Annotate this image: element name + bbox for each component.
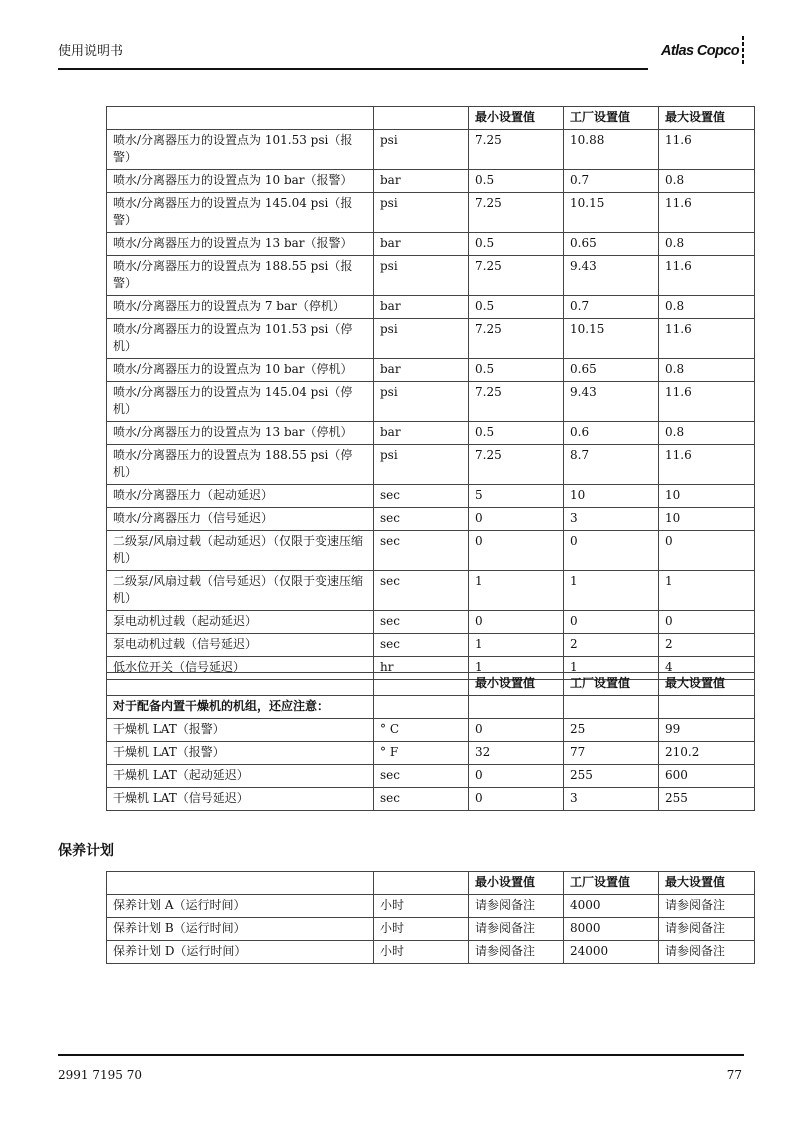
- table-cell: 0: [469, 531, 564, 571]
- table-cell: 干燥机 LAT（报警）: [107, 742, 374, 765]
- atlas-copco-logo: [658, 36, 742, 66]
- settings-table-pressure: [106, 106, 755, 680]
- table-cell: [107, 107, 374, 130]
- table-cell: 10.88: [564, 130, 659, 170]
- table-cell: psi: [374, 256, 469, 296]
- table-cell: sec: [374, 571, 469, 611]
- table-row: [107, 193, 755, 233]
- table-cell: 喷水/分离器压力的设置点为 101.53 psi（停机）: [107, 319, 374, 359]
- table-cell: sec: [374, 634, 469, 657]
- settings-table-service-plan: [106, 871, 755, 964]
- logo-text: Atlas Copco: [661, 43, 739, 59]
- table-cell: 1: [564, 571, 659, 611]
- table-cell: 5: [469, 485, 564, 508]
- table-cell: 3: [564, 508, 659, 531]
- table-cell: 7.25: [469, 130, 564, 170]
- table-cell: 最小设置值: [469, 673, 564, 696]
- table-cell: 0.6: [564, 422, 659, 445]
- table-cell: 11.6: [659, 193, 755, 233]
- table-cell: 255: [659, 788, 755, 811]
- table-row: [107, 918, 755, 941]
- table-cell: 1: [469, 634, 564, 657]
- table-cell: 7.25: [469, 382, 564, 422]
- table-row: [107, 296, 755, 319]
- table-cell: 喷水/分离器压力的设置点为 13 bar（报警）: [107, 233, 374, 256]
- table-cell: ° C: [374, 719, 469, 742]
- document-header-title: 使用说明书: [58, 44, 124, 59]
- table-cell: 最大设置值: [659, 107, 755, 130]
- table-cell: 0: [469, 611, 564, 634]
- table-cell: 7.25: [469, 256, 564, 296]
- table-cell: 0: [564, 531, 659, 571]
- table-cell: psi: [374, 193, 469, 233]
- table-cell: 4000: [564, 895, 659, 918]
- table-cell: sec: [374, 765, 469, 788]
- table-cell: 喷水/分离器压力（信号延迟）: [107, 508, 374, 531]
- table-cell: 11.6: [659, 256, 755, 296]
- table-cell: 工厂设置值: [564, 107, 659, 130]
- table-row: [107, 941, 755, 964]
- table-row: [107, 719, 755, 742]
- table-cell: 最大设置值: [659, 673, 755, 696]
- table-row: [107, 895, 755, 918]
- table-cell: 11.6: [659, 319, 755, 359]
- table-cell: 0: [564, 611, 659, 634]
- table-row: [107, 571, 755, 611]
- table-cell: 1: [659, 571, 755, 611]
- table-row: [107, 256, 755, 296]
- table-row: [107, 233, 755, 256]
- table-cell: 最大设置值: [659, 872, 755, 895]
- table-cell: 干燥机 LAT（信号延迟）: [107, 788, 374, 811]
- table-cell: 0.8: [659, 422, 755, 445]
- section-title-service-plan: 保养计划: [58, 843, 114, 859]
- table-cell: 请参阅备注: [659, 941, 755, 964]
- table-cell: 工厂设置值: [564, 673, 659, 696]
- table-cell: 保养计划 A（运行时间）: [107, 895, 374, 918]
- table-cell: 600: [659, 765, 755, 788]
- table-cell: 0.7: [564, 296, 659, 319]
- table-cell: 喷水/分离器压力的设置点为 101.53 psi（报警）: [107, 130, 374, 170]
- table-cell: 泵电动机过载（起动延迟）: [107, 611, 374, 634]
- table-cell: psi: [374, 319, 469, 359]
- table-cell: 保养计划 D（运行时间）: [107, 941, 374, 964]
- table-cell: 喷水/分离器压力的设置点为 7 bar（停机）: [107, 296, 374, 319]
- table-cell: 10: [659, 485, 755, 508]
- table-cell: 保养计划 B（运行时间）: [107, 918, 374, 941]
- table-row: [107, 130, 755, 170]
- table-cell: 0: [469, 788, 564, 811]
- table-cell: psi: [374, 445, 469, 485]
- table-cell: 7.25: [469, 193, 564, 233]
- table-cell-empty: [469, 696, 564, 719]
- table-cell: 干燥机 LAT（起动延迟）: [107, 765, 374, 788]
- table-cell: 小时: [374, 941, 469, 964]
- table-cell: 二级泵/风扇过载（起动延迟）（仅限于变速压缩机）: [107, 531, 374, 571]
- table-cell: ° F: [374, 742, 469, 765]
- table-cell: 11.6: [659, 130, 755, 170]
- table-cell: 0: [659, 611, 755, 634]
- table-cell: 喷水/分离器压力的设置点为 145.04 psi（停机）: [107, 382, 374, 422]
- dryer-note: 对于配备内置干燥机的机组，还应注意：: [107, 696, 374, 719]
- table-cell: 2: [659, 634, 755, 657]
- table-cell: 小时: [374, 918, 469, 941]
- table-cell: bar: [374, 233, 469, 256]
- table-cell: 0.65: [564, 359, 659, 382]
- document-number: 2991 7195 70: [58, 1068, 142, 1082]
- table-cell: psi: [374, 382, 469, 422]
- table-cell: 4: [659, 657, 755, 680]
- page-number: 77: [726, 1068, 742, 1082]
- table-cell: 0.8: [659, 233, 755, 256]
- table-cell: 请参阅备注: [469, 918, 564, 941]
- table-cell: sec: [374, 485, 469, 508]
- table-cell: 喷水/分离器压力的设置点为 188.55 psi（报警）: [107, 256, 374, 296]
- table-cell: [107, 872, 374, 895]
- table-cell: 7.25: [469, 319, 564, 359]
- logo-bar-icon: [742, 36, 744, 68]
- table-cell: 请参阅备注: [659, 895, 755, 918]
- table-cell: 工厂设置值: [564, 872, 659, 895]
- table-cell: 7.25: [469, 445, 564, 485]
- table-cell: bar: [374, 422, 469, 445]
- table-cell: sec: [374, 788, 469, 811]
- table-row: [107, 445, 755, 485]
- table-cell: 请参阅备注: [659, 918, 755, 941]
- table-cell: 请参阅备注: [469, 941, 564, 964]
- table-cell: 喷水/分离器压力的设置点为 10 bar（停机）: [107, 359, 374, 382]
- table-cell: 0: [659, 531, 755, 571]
- table-cell: psi: [374, 130, 469, 170]
- table-cell: [374, 107, 469, 130]
- table-cell: 喷水/分离器压力的设置点为 188.55 psi（停机）: [107, 445, 374, 485]
- table-cell: 0.5: [469, 233, 564, 256]
- table-cell-empty: [374, 696, 469, 719]
- footer-rule: [58, 1054, 744, 1056]
- table-cell: 最小设置值: [469, 107, 564, 130]
- table-cell: 10: [564, 485, 659, 508]
- table-cell: bar: [374, 296, 469, 319]
- table-cell: 小时: [374, 895, 469, 918]
- table-cell: 请参阅备注: [469, 895, 564, 918]
- table-cell: 0: [469, 508, 564, 531]
- table-cell: 8.7: [564, 445, 659, 485]
- table-cell: 泵电动机过载（信号延迟）: [107, 634, 374, 657]
- table-cell: 0: [469, 719, 564, 742]
- table-cell: 0.5: [469, 422, 564, 445]
- table-cell: 0.8: [659, 359, 755, 382]
- table-row: [107, 508, 755, 531]
- table-cell: [107, 673, 374, 696]
- table-row: [107, 531, 755, 571]
- table-cell: 24000: [564, 941, 659, 964]
- table-row: [107, 788, 755, 811]
- table-row: [107, 611, 755, 634]
- table-row: [107, 382, 755, 422]
- table-header-row: [107, 872, 755, 895]
- table-cell: sec: [374, 508, 469, 531]
- table-cell: 喷水/分离器压力（起动延迟）: [107, 485, 374, 508]
- table-cell: 干燥机 LAT（报警）: [107, 719, 374, 742]
- table-cell: sec: [374, 611, 469, 634]
- table-cell: 0.8: [659, 170, 755, 193]
- table-row: [107, 742, 755, 765]
- table-row: [107, 634, 755, 657]
- table-cell: 32: [469, 742, 564, 765]
- table-cell: [374, 673, 469, 696]
- table-cell: 25: [564, 719, 659, 742]
- table-cell: bar: [374, 170, 469, 193]
- table-cell: 11.6: [659, 445, 755, 485]
- table-cell: 0.5: [469, 359, 564, 382]
- table-cell: 0.8: [659, 296, 755, 319]
- table-row: [107, 422, 755, 445]
- header-rule: [58, 68, 648, 70]
- table-cell: 10.15: [564, 319, 659, 359]
- table-cell: 8000: [564, 918, 659, 941]
- table-row: [107, 359, 755, 382]
- table-header-row: [107, 107, 755, 130]
- table-cell: 10: [659, 508, 755, 531]
- table-row: [107, 485, 755, 508]
- table-cell: 喷水/分离器压力的设置点为 10 bar（报警）: [107, 170, 374, 193]
- table-note-row: [107, 696, 755, 719]
- table-header-row: [107, 673, 755, 696]
- table-cell: 0: [469, 765, 564, 788]
- table-cell: 1: [469, 657, 564, 680]
- table-cell: 3: [564, 788, 659, 811]
- table-cell: 0.5: [469, 296, 564, 319]
- table-cell-empty: [564, 696, 659, 719]
- table-cell: 0.65: [564, 233, 659, 256]
- table-cell: 9.43: [564, 256, 659, 296]
- table-cell: [374, 872, 469, 895]
- table-cell: 0.7: [564, 170, 659, 193]
- table-cell: 喷水/分离器压力的设置点为 13 bar（停机）: [107, 422, 374, 445]
- table-cell: 10.15: [564, 193, 659, 233]
- table-cell: hr: [374, 657, 469, 680]
- table-row: [107, 319, 755, 359]
- table-row: [107, 765, 755, 788]
- table-cell: 低水位开关（信号延迟）: [107, 657, 374, 680]
- table-cell-empty: [659, 696, 755, 719]
- table-cell: 1: [564, 657, 659, 680]
- table-cell: 二级泵/风扇过载（信号延迟）（仅限于变速压缩机）: [107, 571, 374, 611]
- table-cell: 喷水/分离器压力的设置点为 145.04 psi（报警）: [107, 193, 374, 233]
- table-cell: 0.5: [469, 170, 564, 193]
- table-cell: 77: [564, 742, 659, 765]
- table-cell: 11.6: [659, 382, 755, 422]
- table-row: [107, 170, 755, 193]
- table-cell: 9.43: [564, 382, 659, 422]
- table-cell: 最小设置值: [469, 872, 564, 895]
- table-cell: 210.2: [659, 742, 755, 765]
- table-cell: 255: [564, 765, 659, 788]
- settings-table-dryer: [106, 672, 755, 811]
- table-cell: 99: [659, 719, 755, 742]
- table-cell: 1: [469, 571, 564, 611]
- table-cell: 2: [564, 634, 659, 657]
- table-cell: sec: [374, 531, 469, 571]
- table-cell: bar: [374, 359, 469, 382]
